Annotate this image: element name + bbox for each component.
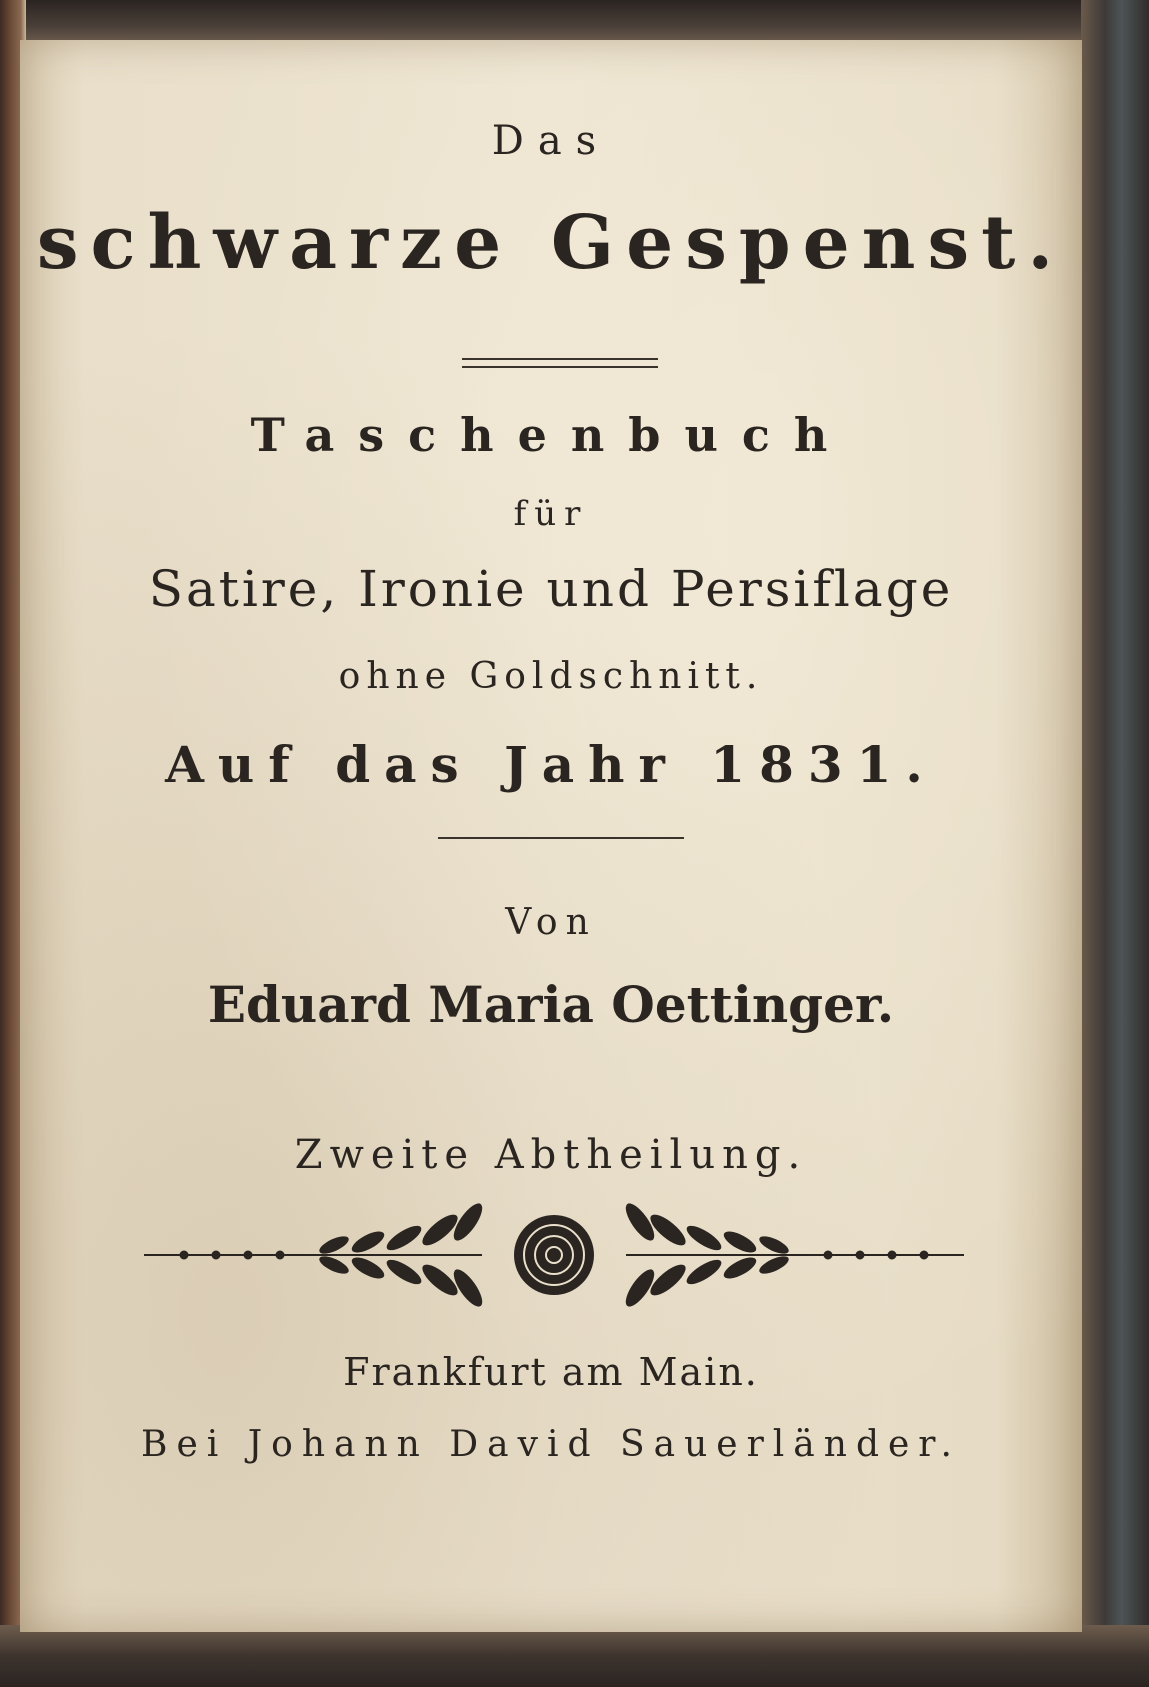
book-cover-bottom (0, 1625, 1149, 1687)
subtitle-preposition: für (513, 494, 589, 534)
author-name: Eduard Maria Oettinger. (207, 975, 895, 1034)
publication-place: Frankfurt am Main. (343, 1350, 759, 1394)
part-label: Zweite Abtheilung. (294, 1132, 808, 1178)
year-line: Auf das Jahr 1831. (165, 735, 937, 794)
book-title: schwarze Gespenst. (36, 200, 1066, 286)
subtitle-topics: Satire, Ironie und Persiflage (148, 560, 954, 618)
subtitle: Taschenbuch (250, 408, 852, 462)
author-by: Von (505, 902, 597, 943)
floral-vignette-icon (144, 1200, 964, 1310)
subtitle-note: ohne Goldschnitt. (338, 656, 764, 697)
publisher: Bei Johann David Sauerländer. (141, 1424, 961, 1465)
book-cover-top (0, 0, 1149, 44)
title-article: Das (491, 118, 611, 164)
title-page (20, 40, 1082, 1632)
author-rule (438, 837, 684, 839)
book-cover-right (1081, 0, 1149, 1687)
title-double-rule (462, 358, 658, 368)
